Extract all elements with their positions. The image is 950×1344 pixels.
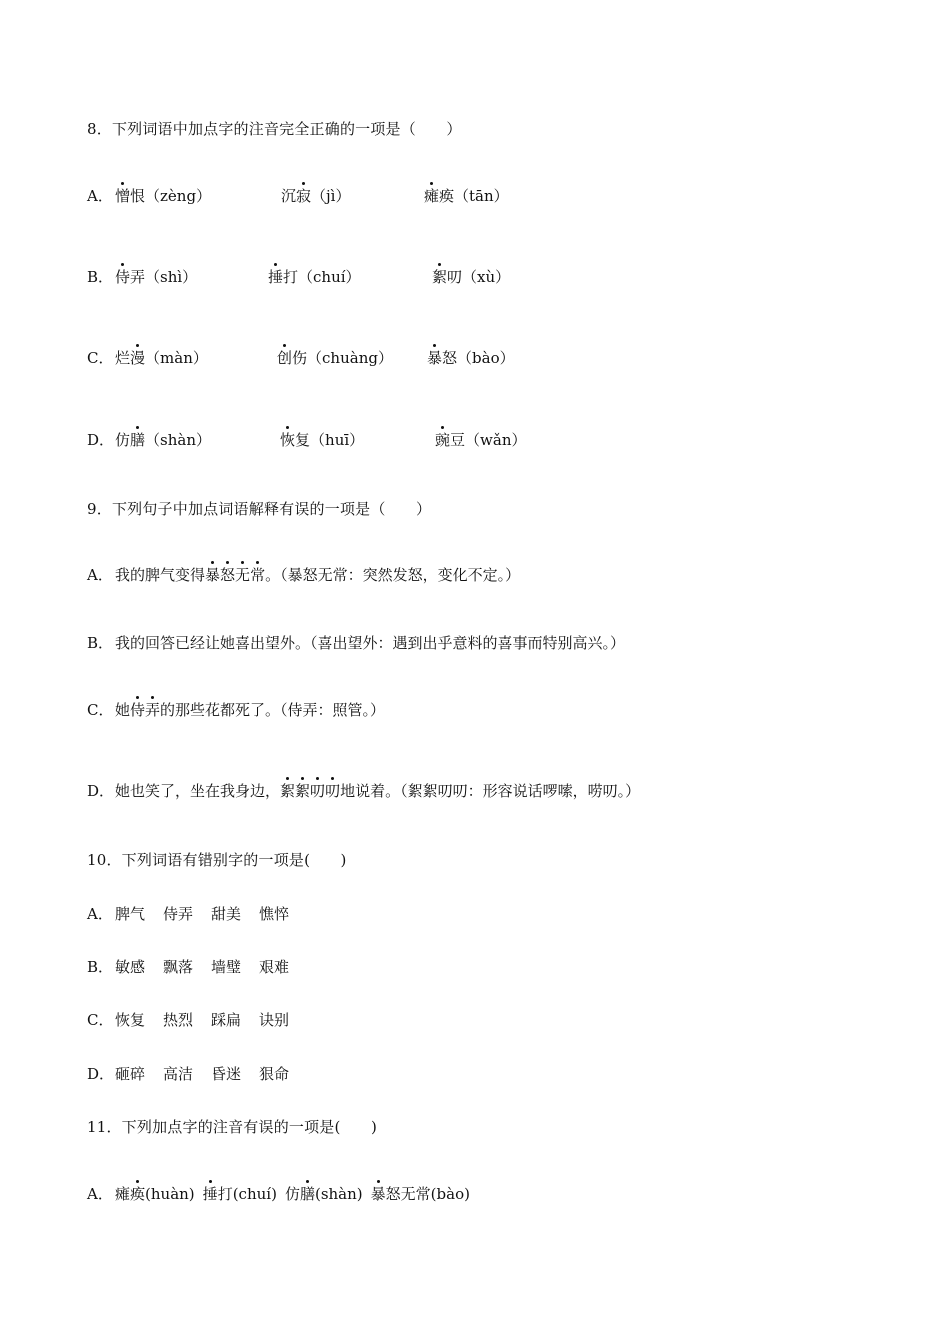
q8-a-word-3: 瘫痪（tān）	[424, 187, 509, 205]
q11-a-word-2: 捶打(chuí)	[202, 1185, 277, 1203]
q9-option-b: B． 我的回答已经让她喜出望外。（喜出望外：遇到出乎意料的喜事而特别高兴。）	[87, 634, 626, 652]
q8-option-c-label: C．	[87, 349, 114, 367]
question-9-stem: 9．下列句子中加点词语解释有误的一项是（ ）	[87, 500, 432, 518]
q9-option-a: A． 我的脾气变得暴怒无常。（暴怒无常：突然发怒，变化不定。）	[87, 566, 521, 584]
q8-c-word-1: 烂漫（màn）	[115, 349, 208, 367]
q9-option-d: D．她也笑了，坐在我身边，絮絮叨叨地说着。（絮絮叨叨：形容说话啰嗦，唠叨。）	[87, 782, 641, 800]
q11-a-word-1: 瘫痪(huàn)	[115, 1185, 195, 1203]
q8-d-word-3: 豌豆（wǎn）	[435, 431, 527, 449]
question-8-stem: 8．下列词语中加点字的注音完全正确的一项是（ ）	[87, 120, 462, 138]
q9-option-c: C． 她侍弄的那些花都死了。（侍弄：照管。）	[87, 701, 386, 719]
q10-option-a: A． 脾气 侍弄 甜美 憔悴	[87, 905, 290, 923]
q8-d-word-1: 仿膳（shàn）	[115, 431, 211, 449]
q10-option-c: C． 恢复 热烈 踩扁 诀别	[87, 1011, 290, 1029]
q8-option-d-label: D．	[87, 431, 115, 449]
q10-option-b: B． 敏感 飘落 墙璧 艰难	[87, 958, 290, 976]
q8-b-word-3: 絮叨（xù）	[432, 268, 511, 286]
q11-option-a: A． 瘫痪(huàn) 捶打(chuí) 仿膳(shàn) 暴怒无常(bào)	[87, 1185, 470, 1203]
q8-d-word-2: 恢复（huī）	[280, 431, 365, 449]
question-10-stem: 10．下列词语有错别字的一项是( )	[87, 851, 347, 869]
q8-option-a-label: A．	[87, 187, 113, 205]
q11-a-word-3: 仿膳(shàn)	[284, 1185, 363, 1203]
question-11-stem: 11．下列加点字的注音有误的一项是( )	[87, 1118, 377, 1136]
q10-option-d: D．砸碎 高洁 昏迷 狠命	[87, 1065, 290, 1083]
q8-option-b-label: B．	[87, 268, 114, 286]
q8-a-word-2: 沉寂（jì）	[281, 187, 351, 205]
q8-a-word-1: 憎恨（zèng）	[115, 187, 212, 205]
q8-c-word-2: 创伤（chuàng）	[277, 349, 393, 367]
q8-c-word-3: 暴怒（bào）	[427, 349, 515, 367]
q11-a-word-4: 暴怒无常(bào)	[370, 1185, 470, 1203]
q8-b-word-2: 捶打（chuí）	[268, 268, 361, 286]
q8-b-word-1: 侍弄（shì）	[115, 268, 198, 286]
